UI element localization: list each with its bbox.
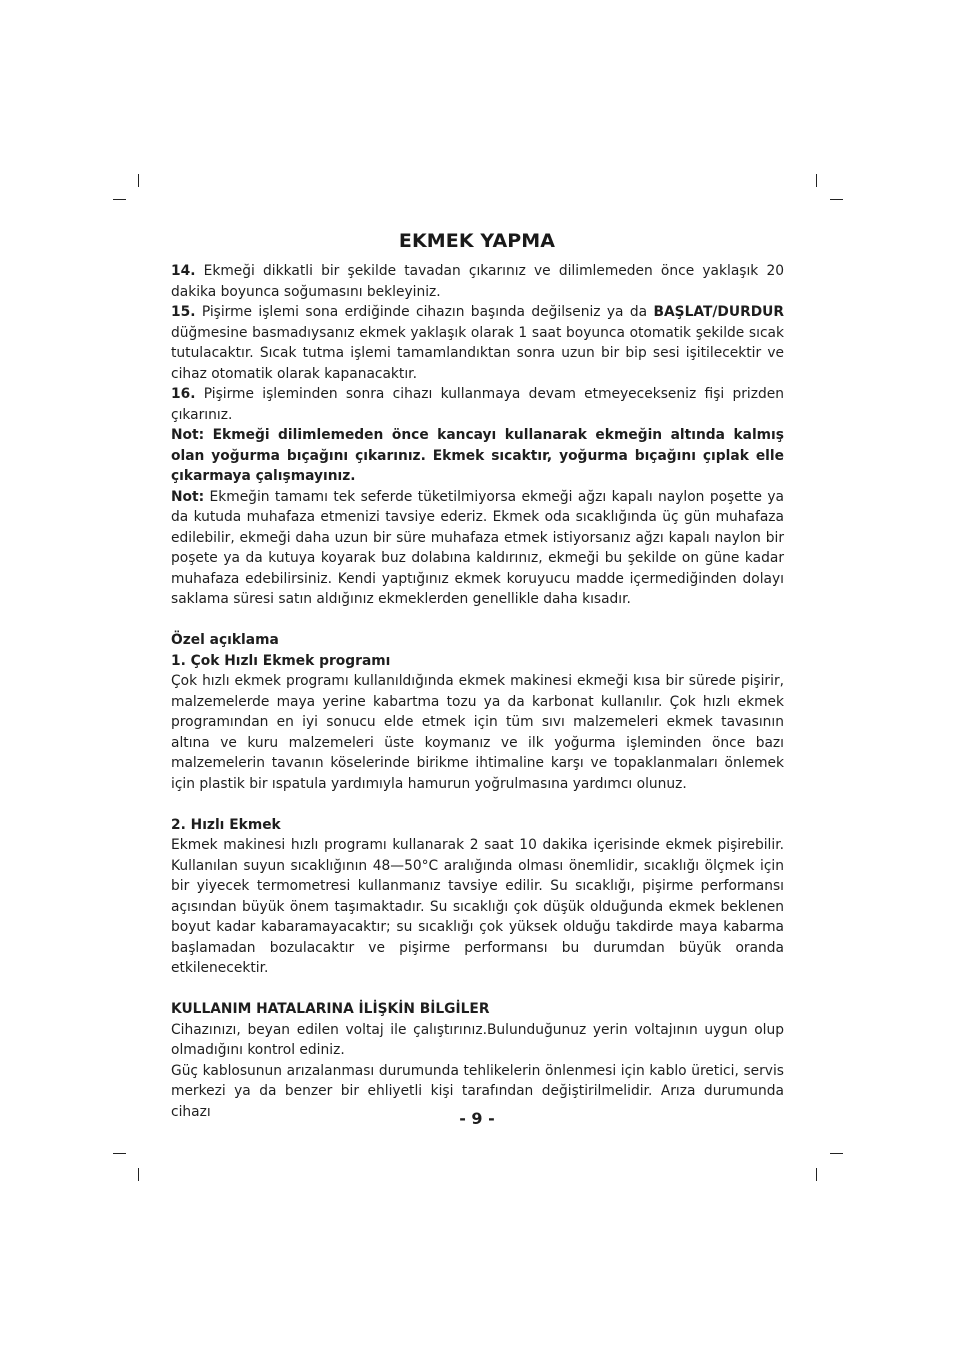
section-heading: [171, 630, 784, 651]
page-number: - 9 -: [459, 1109, 495, 1128]
crop-mark: [138, 174, 139, 187]
quick-bread-heading: 2. Hızlı Ekmek: [171, 816, 281, 833]
fast-bread-heading: 1. Çok Hızlı Ekmek programı: [171, 652, 391, 669]
note-text: Ekmeğin tamamı tek seferde tüketilmiyorsa ekmeği ağzı kapalı naylon poşette ya da kutuda muhafaza etmenizi tavsiye ederiz. Ekmek oda sıcaklığında üç gün muhafaza edilebilir, ekmeği daha uzun bir süre muhafaza etmek istiyorsanız ağzı kapalı naylon bir poşete ya da kutuya koyarak buz dolabına kaldırınız, ekmeği bu şekilde on güne kadar muhafaza edebilirsiniz. Kendi yaptığınız ekmek koruyucu madde içermediğinden dolayı saklama süresi satın aldığınız ekmeklerden genellikle daha kısadır.: [171, 488, 785, 607]
paragraph: Cihazınızı, beyan edilen voltaj ile çalıştırınız.Bulunduğunuz yerin voltajının uygun olup olmadığını kontrol ediniz.: [171, 1021, 784, 1058]
paragraph: Çok hızlı ekmek programı kullanıldığında ekmek makinesi ekmeği kısa bir sürede pişirir, malzemelerde maya yerine kabartma tozu ya da karbonat kullanılır. Çok hızlı ekmek programından en iyi sonucu elde etmek için tüm sıvı malzemeleri ekmek tavasının altına ve kuru malzemeleri üste koymanız ve ilk yoğurma işleminden önce bazı malzemelerin tavanın köselerinde birikme ihtimaline karşı ve topaklanmaları önlemek için plastik bir ıspatula yardımıyla hamurun yoğrulmasına yardımcı olunuz.: [171, 673, 784, 792]
subsection-heading: [171, 651, 784, 672]
page-title: EKMEK YAPMA: [398, 230, 556, 252]
step-15: [171, 302, 784, 384]
step-16: [171, 384, 784, 425]
paragraph: Güç kablosunun arızalanması durumunda tehlikelerin önlenmesi için kablo üretici, servis merkezi ya da benzer bir ehliyetli kişi tarafından değiştirilmelidir. Arıza durumunda cihazı: [171, 1062, 784, 1120]
crop-mark: [816, 1168, 817, 1181]
warning-note: [171, 425, 784, 487]
start-stop-label: BAŞLAT/DURDUR: [653, 304, 784, 320]
crop-mark: [830, 1153, 843, 1154]
step-number: 15.: [171, 304, 196, 320]
subsection-heading: [171, 815, 784, 836]
step-text: Ekmeği dikkatli bir şekilde tavadan çıkarınız ve dilimlemeden önce yaklaşık 20 dakika boyunca soğumasını bekleyiniz.: [171, 263, 785, 300]
step-text: Pişirme işlemi sona erdiğinde cihazın başında değilseniz ya da: [201, 304, 648, 320]
step-text: düğmesine basmadıysanız ekmek yaklaşık olarak 1 saat boyunca otomatik şekilde sıcak tutulacaktır. Sıcak tutma işlemi tamamlandıktan sonra uzun bir bip sesi işitilecektir ve cihaz otomatik olarak kapanacaktır.: [171, 324, 784, 382]
document-body: [171, 261, 784, 1122]
section-heading: [171, 999, 784, 1020]
errors-heading: KULLANIM HATALARINA İLİŞKİN BİLGİLER: [171, 1001, 490, 1017]
step-14: [171, 261, 784, 302]
crop-mark: [816, 174, 817, 187]
crop-mark: [113, 1153, 126, 1154]
warning-note-text: Not: Ekmeği dilimlemeden önce kancayı kullanarak ekmeğin altında kalmış olan yoğurma bıçağını çıkarınız. Ekmek sıcaktır, yoğurma bıçağını çıplak elle çıkarmaya çalışmayınız.: [171, 427, 784, 484]
crop-mark: [138, 1168, 139, 1181]
crop-mark: [830, 199, 843, 200]
step-text: Pişirme işleminden sonra cihazı kullanmaya devam etmeyecekseniz fişi prizden çıkarınız.: [171, 386, 784, 423]
step-number: 16.: [171, 386, 196, 402]
storage-note: [171, 487, 784, 610]
special-heading: Özel açıklama: [171, 632, 279, 648]
crop-mark: [113, 199, 126, 200]
step-number: 14.: [171, 263, 196, 279]
paragraph: Ekmek makinesi hızlı programı kullanarak 2 saat 10 dakika içerisinde ekmek pişirebilir. Kullanılan suyun sıcaklığının 48—50°C aralığında olması önemlidir, sıcaklığı ölçmek için bir yiyecek termometresi kullanmanız tavsiye edilir. Su sıcaklığı, pişirme performansı açısından büyük önem taşımaktadır. Su sıcaklığı çok düşük olduğunda ekmek beklenen boyut kadar kabaramayacaktır; su sıcaklığı çok yüksek olduğu takdirde maya kabarma başlamadan bozulacaktır ve pişirme performansı bu durumdan büyük oranda etkilenecektir.: [171, 837, 784, 976]
note-label: Not:: [171, 488, 205, 505]
